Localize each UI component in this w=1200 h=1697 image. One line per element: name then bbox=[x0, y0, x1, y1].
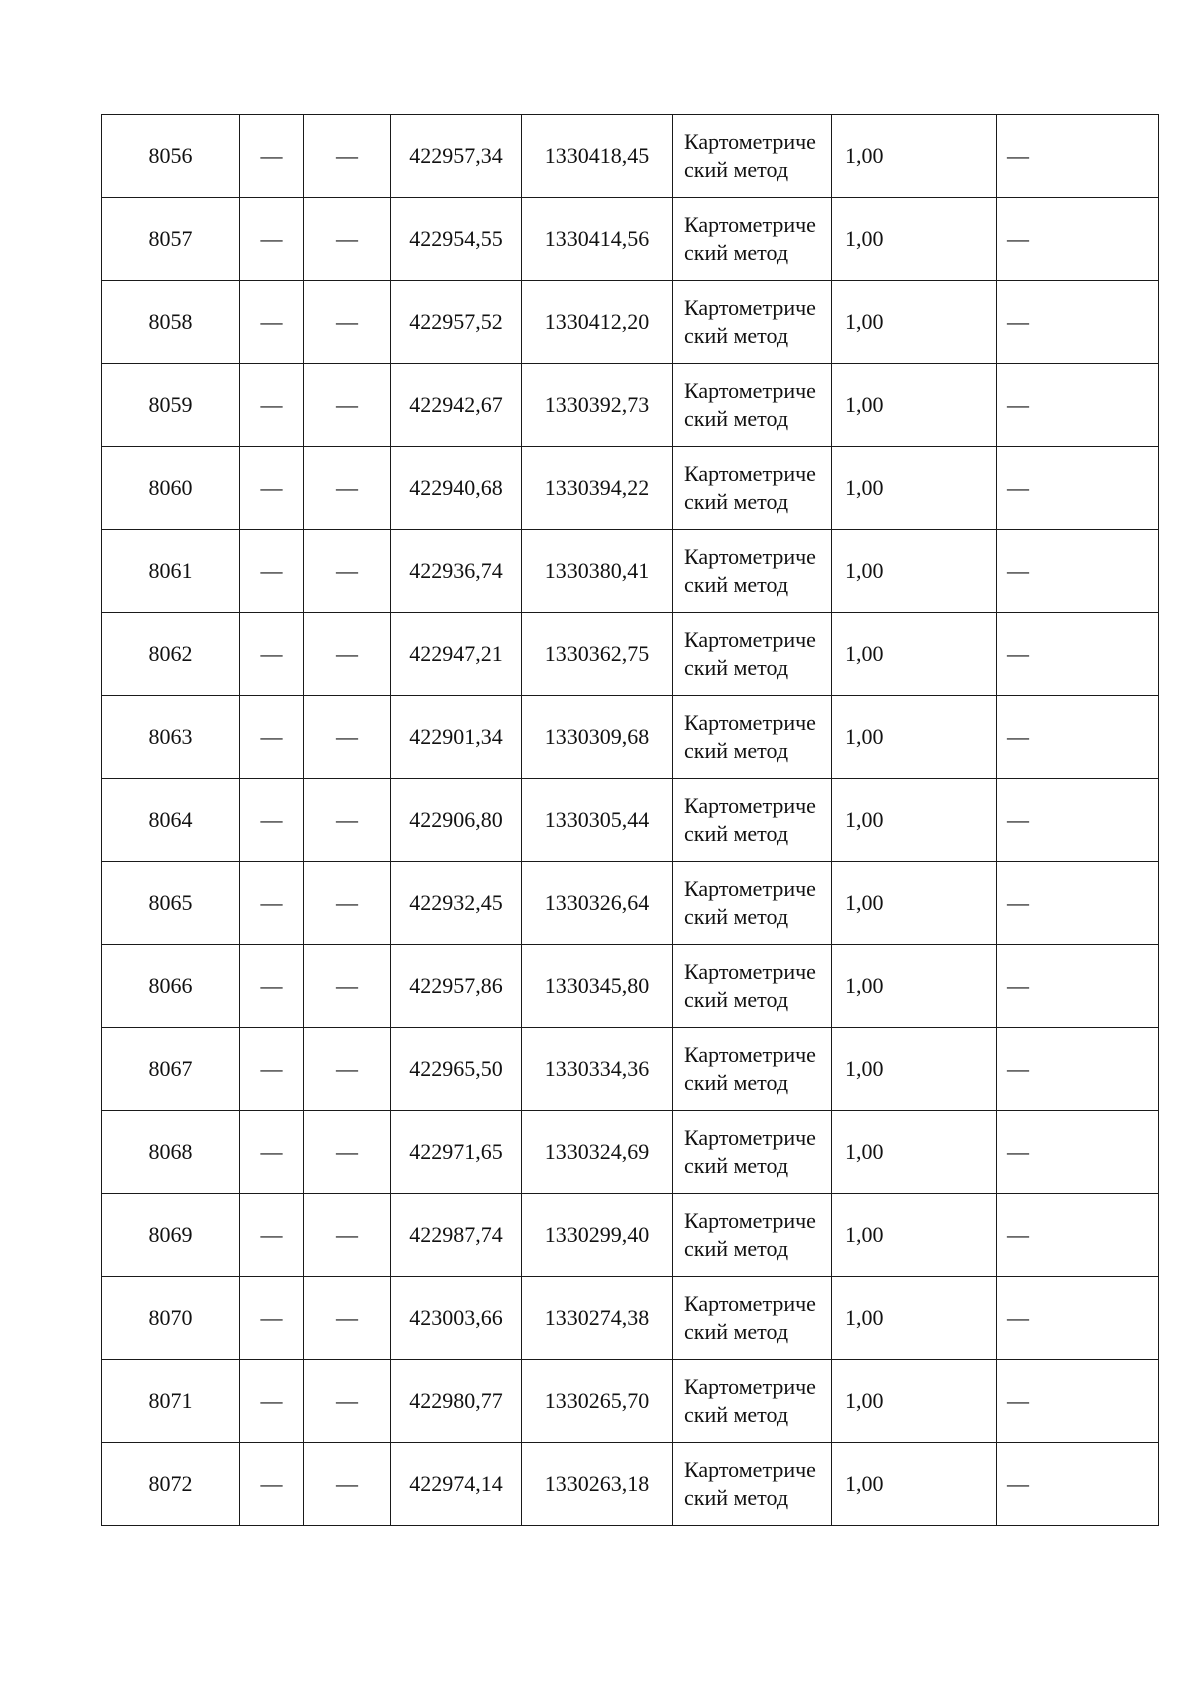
y-coordinate-cell-text: 1330380,41 bbox=[544, 558, 650, 583]
description-cell-text: — bbox=[1007, 392, 1029, 417]
table-row bbox=[102, 447, 1159, 530]
x-coordinate-cell bbox=[391, 1194, 522, 1277]
method-cell bbox=[673, 364, 832, 447]
description-cell bbox=[997, 696, 1159, 779]
y-coordinate-cell-text: 1330414,56 bbox=[544, 226, 650, 251]
y-coordinate-cell bbox=[522, 613, 673, 696]
empty-value-cell bbox=[240, 198, 304, 281]
point-number-cell bbox=[102, 1194, 240, 1277]
empty-value-cell-text: — bbox=[336, 309, 358, 334]
empty-value-cell-text: — bbox=[336, 1388, 358, 1413]
empty-value-cell bbox=[304, 1360, 391, 1443]
x-coordinate-cell bbox=[391, 1443, 522, 1526]
point-number-cell-text: 8057 bbox=[148, 226, 193, 251]
description-cell-text: — bbox=[1007, 1388, 1029, 1413]
point-number-cell bbox=[102, 945, 240, 1028]
point-number-cell-text: 8062 bbox=[148, 641, 193, 666]
x-coordinate-cell-text: 422942,67 bbox=[409, 392, 503, 417]
description-cell bbox=[997, 1028, 1159, 1111]
point-number-cell-text: 8061 bbox=[148, 558, 193, 583]
y-coordinate-cell-text: 1330299,40 bbox=[544, 1222, 650, 1247]
empty-value-cell bbox=[240, 530, 304, 613]
table-row bbox=[102, 1111, 1159, 1194]
description-cell bbox=[997, 1443, 1159, 1526]
y-coordinate-cell bbox=[522, 862, 673, 945]
empty-value-cell-text: — bbox=[260, 1056, 283, 1081]
accuracy-cell-text: 1,00 bbox=[845, 1305, 884, 1330]
point-number-cell-text: 8071 bbox=[148, 1388, 193, 1413]
y-coordinate-cell-text: 1330394,22 bbox=[544, 475, 650, 500]
empty-value-cell-text: — bbox=[336, 1139, 358, 1164]
method-cell-text: Картометрический метод bbox=[684, 1042, 816, 1095]
y-coordinate-cell bbox=[522, 530, 673, 613]
point-number-cell bbox=[102, 613, 240, 696]
point-number-cell bbox=[102, 862, 240, 945]
y-coordinate-cell-text: 1330274,38 bbox=[544, 1305, 650, 1330]
empty-value-cell bbox=[304, 613, 391, 696]
accuracy-cell bbox=[832, 115, 997, 198]
accuracy-cell bbox=[832, 530, 997, 613]
x-coordinate-cell-text: 422974,14 bbox=[409, 1471, 503, 1496]
method-cell-text: Картометрический метод bbox=[684, 710, 816, 763]
empty-value-cell-text: — bbox=[260, 1471, 283, 1496]
x-coordinate-cell bbox=[391, 613, 522, 696]
accuracy-cell-text: 1,00 bbox=[845, 475, 884, 500]
point-number-cell bbox=[102, 696, 240, 779]
accuracy-cell bbox=[832, 1028, 997, 1111]
description-cell-text: — bbox=[1007, 475, 1029, 500]
x-coordinate-cell bbox=[391, 696, 522, 779]
method-cell-text: Картометрический метод bbox=[684, 129, 816, 182]
empty-value-cell bbox=[240, 1443, 304, 1526]
y-coordinate-cell bbox=[522, 1277, 673, 1360]
accuracy-cell bbox=[832, 1443, 997, 1526]
x-coordinate-cell bbox=[391, 862, 522, 945]
y-coordinate-cell bbox=[522, 1194, 673, 1277]
empty-value-cell bbox=[304, 696, 391, 779]
y-coordinate-cell-text: 1330345,80 bbox=[544, 973, 650, 998]
empty-value-cell bbox=[240, 613, 304, 696]
empty-value-cell-text: — bbox=[336, 1222, 358, 1247]
method-cell-text: Картометрический метод bbox=[684, 1291, 816, 1344]
description-cell-text: — bbox=[1007, 807, 1029, 832]
accuracy-cell-text: 1,00 bbox=[845, 973, 884, 998]
accuracy-cell-text: 1,00 bbox=[845, 1139, 884, 1164]
accuracy-cell-text: 1,00 bbox=[845, 226, 884, 251]
y-coordinate-cell bbox=[522, 115, 673, 198]
table-row bbox=[102, 862, 1159, 945]
y-coordinate-cell bbox=[522, 1443, 673, 1526]
point-number-cell-text: 8068 bbox=[148, 1139, 193, 1164]
accuracy-cell bbox=[832, 281, 997, 364]
empty-value-cell bbox=[240, 779, 304, 862]
y-coordinate-cell-text: 1330324,69 bbox=[544, 1139, 650, 1164]
y-coordinate-cell bbox=[522, 1111, 673, 1194]
empty-value-cell bbox=[240, 1194, 304, 1277]
method-cell bbox=[673, 779, 832, 862]
description-cell-text: — bbox=[1007, 558, 1029, 583]
description-cell bbox=[997, 1111, 1159, 1194]
description-cell bbox=[997, 364, 1159, 447]
accuracy-cell-text: 1,00 bbox=[845, 724, 884, 749]
description-cell-text: — bbox=[1007, 1222, 1029, 1247]
x-coordinate-cell bbox=[391, 447, 522, 530]
description-cell bbox=[997, 779, 1159, 862]
accuracy-cell bbox=[832, 198, 997, 281]
point-number-cell bbox=[102, 115, 240, 198]
point-number-cell bbox=[102, 447, 240, 530]
description-cell-text: — bbox=[1007, 1305, 1029, 1330]
empty-value-cell-text: — bbox=[260, 1139, 283, 1164]
accuracy-cell bbox=[832, 1111, 997, 1194]
method-cell bbox=[673, 945, 832, 1028]
empty-value-cell bbox=[304, 530, 391, 613]
empty-value-cell bbox=[304, 115, 391, 198]
y-coordinate-cell bbox=[522, 945, 673, 1028]
y-coordinate-cell-text: 1330362,75 bbox=[544, 641, 650, 666]
empty-value-cell bbox=[240, 945, 304, 1028]
y-coordinate-cell-text: 1330392,73 bbox=[544, 392, 650, 417]
y-coordinate-cell-text: 1330265,70 bbox=[544, 1388, 650, 1413]
table-row bbox=[102, 530, 1159, 613]
x-coordinate-cell-text: 422957,34 bbox=[409, 143, 503, 168]
accuracy-cell bbox=[832, 364, 997, 447]
point-number-cell bbox=[102, 779, 240, 862]
empty-value-cell bbox=[240, 1111, 304, 1194]
method-cell-text: Картометрический метод bbox=[684, 1208, 816, 1261]
method-cell-text: Картометрический метод bbox=[684, 544, 816, 597]
empty-value-cell-text: — bbox=[260, 558, 283, 583]
empty-value-cell bbox=[304, 862, 391, 945]
method-cell-text: Картометрический метод bbox=[684, 876, 816, 929]
empty-value-cell-text: — bbox=[260, 641, 283, 666]
method-cell bbox=[673, 1194, 832, 1277]
accuracy-cell-text: 1,00 bbox=[845, 890, 884, 915]
description-cell bbox=[997, 447, 1159, 530]
y-coordinate-cell bbox=[522, 779, 673, 862]
y-coordinate-cell-text: 1330326,64 bbox=[544, 890, 650, 915]
x-coordinate-cell-text: 422965,50 bbox=[409, 1056, 503, 1081]
table-row bbox=[102, 281, 1159, 364]
point-number-cell-text: 8063 bbox=[148, 724, 193, 749]
accuracy-cell-text: 1,00 bbox=[845, 1222, 884, 1247]
empty-value-cell-text: — bbox=[336, 1056, 358, 1081]
empty-value-cell-text: — bbox=[336, 973, 358, 998]
table-body bbox=[102, 115, 1159, 1526]
empty-value-cell-text: — bbox=[260, 890, 283, 915]
method-cell-text: Картометрический метод bbox=[684, 1125, 816, 1178]
method-cell bbox=[673, 1028, 832, 1111]
empty-value-cell bbox=[304, 1111, 391, 1194]
empty-value-cell-text: — bbox=[336, 724, 358, 749]
table-row bbox=[102, 779, 1159, 862]
method-cell bbox=[673, 281, 832, 364]
point-number-cell-text: 8069 bbox=[148, 1222, 193, 1247]
empty-value-cell-text: — bbox=[260, 973, 283, 998]
table-row bbox=[102, 945, 1159, 1028]
point-number-cell-text: 8066 bbox=[148, 973, 193, 998]
x-coordinate-cell bbox=[391, 1277, 522, 1360]
empty-value-cell-text: — bbox=[336, 558, 358, 583]
empty-value-cell-text: — bbox=[260, 392, 283, 417]
description-cell bbox=[997, 115, 1159, 198]
accuracy-cell bbox=[832, 1360, 997, 1443]
method-cell-text: Картометрический метод bbox=[684, 959, 816, 1012]
method-cell bbox=[673, 447, 832, 530]
y-coordinate-cell bbox=[522, 1028, 673, 1111]
x-coordinate-cell bbox=[391, 281, 522, 364]
empty-value-cell bbox=[240, 1360, 304, 1443]
x-coordinate-cell-text: 422901,34 bbox=[409, 724, 503, 749]
description-cell-text: — bbox=[1007, 1056, 1029, 1081]
empty-value-cell bbox=[240, 1277, 304, 1360]
point-number-cell bbox=[102, 281, 240, 364]
description-cell bbox=[997, 281, 1159, 364]
y-coordinate-cell-text: 1330263,18 bbox=[544, 1471, 650, 1496]
empty-value-cell bbox=[240, 364, 304, 447]
empty-value-cell bbox=[304, 945, 391, 1028]
accuracy-cell bbox=[832, 862, 997, 945]
coordinates-table bbox=[101, 114, 1159, 1526]
empty-value-cell bbox=[304, 198, 391, 281]
method-cell bbox=[673, 1443, 832, 1526]
method-cell bbox=[673, 862, 832, 945]
x-coordinate-cell-text: 422947,21 bbox=[409, 641, 503, 666]
table-row bbox=[102, 1194, 1159, 1277]
method-cell-text: Картометрический метод bbox=[684, 378, 816, 431]
x-coordinate-cell bbox=[391, 1111, 522, 1194]
point-number-cell-text: 8067 bbox=[148, 1056, 193, 1081]
empty-value-cell bbox=[304, 1028, 391, 1111]
description-cell-text: — bbox=[1007, 226, 1029, 251]
empty-value-cell-text: — bbox=[336, 143, 358, 168]
description-cell bbox=[997, 198, 1159, 281]
x-coordinate-cell bbox=[391, 1028, 522, 1111]
y-coordinate-cell-text: 1330305,44 bbox=[544, 807, 650, 832]
x-coordinate-cell-text: 422957,52 bbox=[409, 309, 503, 334]
accuracy-cell bbox=[832, 779, 997, 862]
y-coordinate-cell-text: 1330309,68 bbox=[544, 724, 650, 749]
table-row bbox=[102, 613, 1159, 696]
point-number-cell bbox=[102, 1443, 240, 1526]
accuracy-cell-text: 1,00 bbox=[845, 1471, 884, 1496]
empty-value-cell-text: — bbox=[336, 1471, 358, 1496]
description-cell-text: — bbox=[1007, 1471, 1029, 1496]
table-row bbox=[102, 696, 1159, 779]
method-cell bbox=[673, 198, 832, 281]
point-number-cell-text: 8056 bbox=[148, 143, 193, 168]
point-number-cell-text: 8059 bbox=[148, 392, 193, 417]
empty-value-cell-text: — bbox=[260, 724, 283, 749]
empty-value-cell bbox=[304, 1194, 391, 1277]
accuracy-cell-text: 1,00 bbox=[845, 558, 884, 583]
method-cell bbox=[673, 115, 832, 198]
point-number-cell-text: 8072 bbox=[148, 1471, 193, 1496]
empty-value-cell bbox=[240, 281, 304, 364]
method-cell-text: Картометрический метод bbox=[684, 627, 816, 680]
empty-value-cell-text: — bbox=[336, 890, 358, 915]
y-coordinate-cell bbox=[522, 198, 673, 281]
y-coordinate-cell bbox=[522, 447, 673, 530]
description-cell-text: — bbox=[1007, 973, 1029, 998]
y-coordinate-cell-text: 1330334,36 bbox=[544, 1056, 650, 1081]
description-cell bbox=[997, 945, 1159, 1028]
point-number-cell bbox=[102, 530, 240, 613]
x-coordinate-cell bbox=[391, 779, 522, 862]
method-cell bbox=[673, 530, 832, 613]
point-number-cell-text: 8058 bbox=[148, 309, 193, 334]
empty-value-cell bbox=[240, 1028, 304, 1111]
method-cell-text: Картометрический метод bbox=[684, 461, 816, 514]
x-coordinate-cell-text: 422957,86 bbox=[409, 973, 503, 998]
point-number-cell bbox=[102, 364, 240, 447]
description-cell bbox=[997, 613, 1159, 696]
empty-value-cell-text: — bbox=[336, 641, 358, 666]
x-coordinate-cell-text: 422987,74 bbox=[409, 1222, 503, 1247]
description-cell bbox=[997, 1277, 1159, 1360]
y-coordinate-cell bbox=[522, 281, 673, 364]
x-coordinate-cell-text: 422932,45 bbox=[409, 890, 503, 915]
accuracy-cell bbox=[832, 447, 997, 530]
method-cell bbox=[673, 1277, 832, 1360]
point-number-cell bbox=[102, 198, 240, 281]
y-coordinate-cell bbox=[522, 1360, 673, 1443]
accuracy-cell bbox=[832, 1277, 997, 1360]
table-row bbox=[102, 1360, 1159, 1443]
table-row bbox=[102, 198, 1159, 281]
method-cell bbox=[673, 613, 832, 696]
y-coordinate-cell-text: 1330418,45 bbox=[544, 143, 650, 168]
y-coordinate-cell bbox=[522, 364, 673, 447]
table-row bbox=[102, 1277, 1159, 1360]
method-cell bbox=[673, 1360, 832, 1443]
x-coordinate-cell-text: 422980,77 bbox=[409, 1388, 503, 1413]
empty-value-cell-text: — bbox=[260, 309, 283, 334]
description-cell bbox=[997, 862, 1159, 945]
empty-value-cell-text: — bbox=[260, 226, 283, 251]
x-coordinate-cell bbox=[391, 530, 522, 613]
empty-value-cell bbox=[304, 779, 391, 862]
empty-value-cell-text: — bbox=[260, 807, 283, 832]
empty-value-cell bbox=[240, 447, 304, 530]
x-coordinate-cell bbox=[391, 1360, 522, 1443]
table-row bbox=[102, 1028, 1159, 1111]
x-coordinate-cell-text: 422906,80 bbox=[409, 807, 503, 832]
accuracy-cell-text: 1,00 bbox=[845, 309, 884, 334]
x-coordinate-cell-text: 422940,68 bbox=[409, 475, 503, 500]
y-coordinate-cell-text: 1330412,20 bbox=[544, 309, 650, 334]
method-cell-text: Картометрический метод bbox=[684, 295, 816, 348]
x-coordinate-cell-text: 423003,66 bbox=[409, 1305, 503, 1330]
description-cell bbox=[997, 530, 1159, 613]
table-row bbox=[102, 364, 1159, 447]
description-cell bbox=[997, 1360, 1159, 1443]
empty-value-cell bbox=[304, 1443, 391, 1526]
accuracy-cell bbox=[832, 613, 997, 696]
empty-value-cell bbox=[240, 696, 304, 779]
accuracy-cell-text: 1,00 bbox=[845, 641, 884, 666]
empty-value-cell-text: — bbox=[336, 475, 358, 500]
description-cell-text: — bbox=[1007, 309, 1029, 334]
accuracy-cell-text: 1,00 bbox=[845, 807, 884, 832]
description-cell-text: — bbox=[1007, 641, 1029, 666]
table-row bbox=[102, 115, 1159, 198]
empty-value-cell bbox=[304, 364, 391, 447]
accuracy-cell-text: 1,00 bbox=[845, 143, 884, 168]
x-coordinate-cell-text: 422954,55 bbox=[409, 226, 503, 251]
description-cell bbox=[997, 1194, 1159, 1277]
empty-value-cell-text: — bbox=[336, 1305, 358, 1330]
table-row bbox=[102, 1443, 1159, 1526]
empty-value-cell-text: — bbox=[260, 1222, 283, 1247]
x-coordinate-cell bbox=[391, 945, 522, 1028]
x-coordinate-cell-text: 422936,74 bbox=[409, 558, 503, 583]
method-cell-text: Картометрический метод bbox=[684, 1374, 816, 1427]
empty-value-cell-text: — bbox=[336, 226, 358, 251]
x-coordinate-cell-text: 422971,65 bbox=[409, 1139, 503, 1164]
accuracy-cell-text: 1,00 bbox=[845, 392, 884, 417]
empty-value-cell bbox=[304, 447, 391, 530]
point-number-cell bbox=[102, 1028, 240, 1111]
empty-value-cell-text: — bbox=[336, 392, 358, 417]
method-cell bbox=[673, 696, 832, 779]
empty-value-cell-text: — bbox=[260, 1388, 283, 1413]
method-cell-text: Картометрический метод bbox=[684, 793, 816, 846]
point-number-cell bbox=[102, 1277, 240, 1360]
point-number-cell bbox=[102, 1360, 240, 1443]
empty-value-cell-text: — bbox=[260, 143, 283, 168]
accuracy-cell bbox=[832, 1194, 997, 1277]
y-coordinate-cell bbox=[522, 696, 673, 779]
method-cell-text: Картометрический метод bbox=[684, 212, 816, 265]
accuracy-cell bbox=[832, 696, 997, 779]
point-number-cell bbox=[102, 1111, 240, 1194]
accuracy-cell-text: 1,00 bbox=[845, 1388, 884, 1413]
description-cell-text: — bbox=[1007, 1139, 1029, 1164]
description-cell-text: — bbox=[1007, 724, 1029, 749]
x-coordinate-cell bbox=[391, 364, 522, 447]
method-cell bbox=[673, 1111, 832, 1194]
empty-value-cell bbox=[304, 1277, 391, 1360]
empty-value-cell bbox=[304, 281, 391, 364]
method-cell-text: Картометрический метод bbox=[684, 1457, 816, 1510]
accuracy-cell bbox=[832, 945, 997, 1028]
point-number-cell-text: 8060 bbox=[148, 475, 193, 500]
description-cell-text: — bbox=[1007, 890, 1029, 915]
accuracy-cell-text: 1,00 bbox=[845, 1056, 884, 1081]
point-number-cell-text: 8065 bbox=[148, 890, 193, 915]
description-cell-text: — bbox=[1007, 143, 1029, 168]
point-number-cell-text: 8064 bbox=[148, 807, 193, 832]
x-coordinate-cell bbox=[391, 198, 522, 281]
empty-value-cell-text: — bbox=[260, 475, 283, 500]
empty-value-cell-text: — bbox=[260, 1305, 283, 1330]
point-number-cell-text: 8070 bbox=[148, 1305, 193, 1330]
x-coordinate-cell bbox=[391, 115, 522, 198]
empty-value-cell bbox=[240, 862, 304, 945]
empty-value-cell-text: — bbox=[336, 807, 358, 832]
empty-value-cell bbox=[240, 115, 304, 198]
